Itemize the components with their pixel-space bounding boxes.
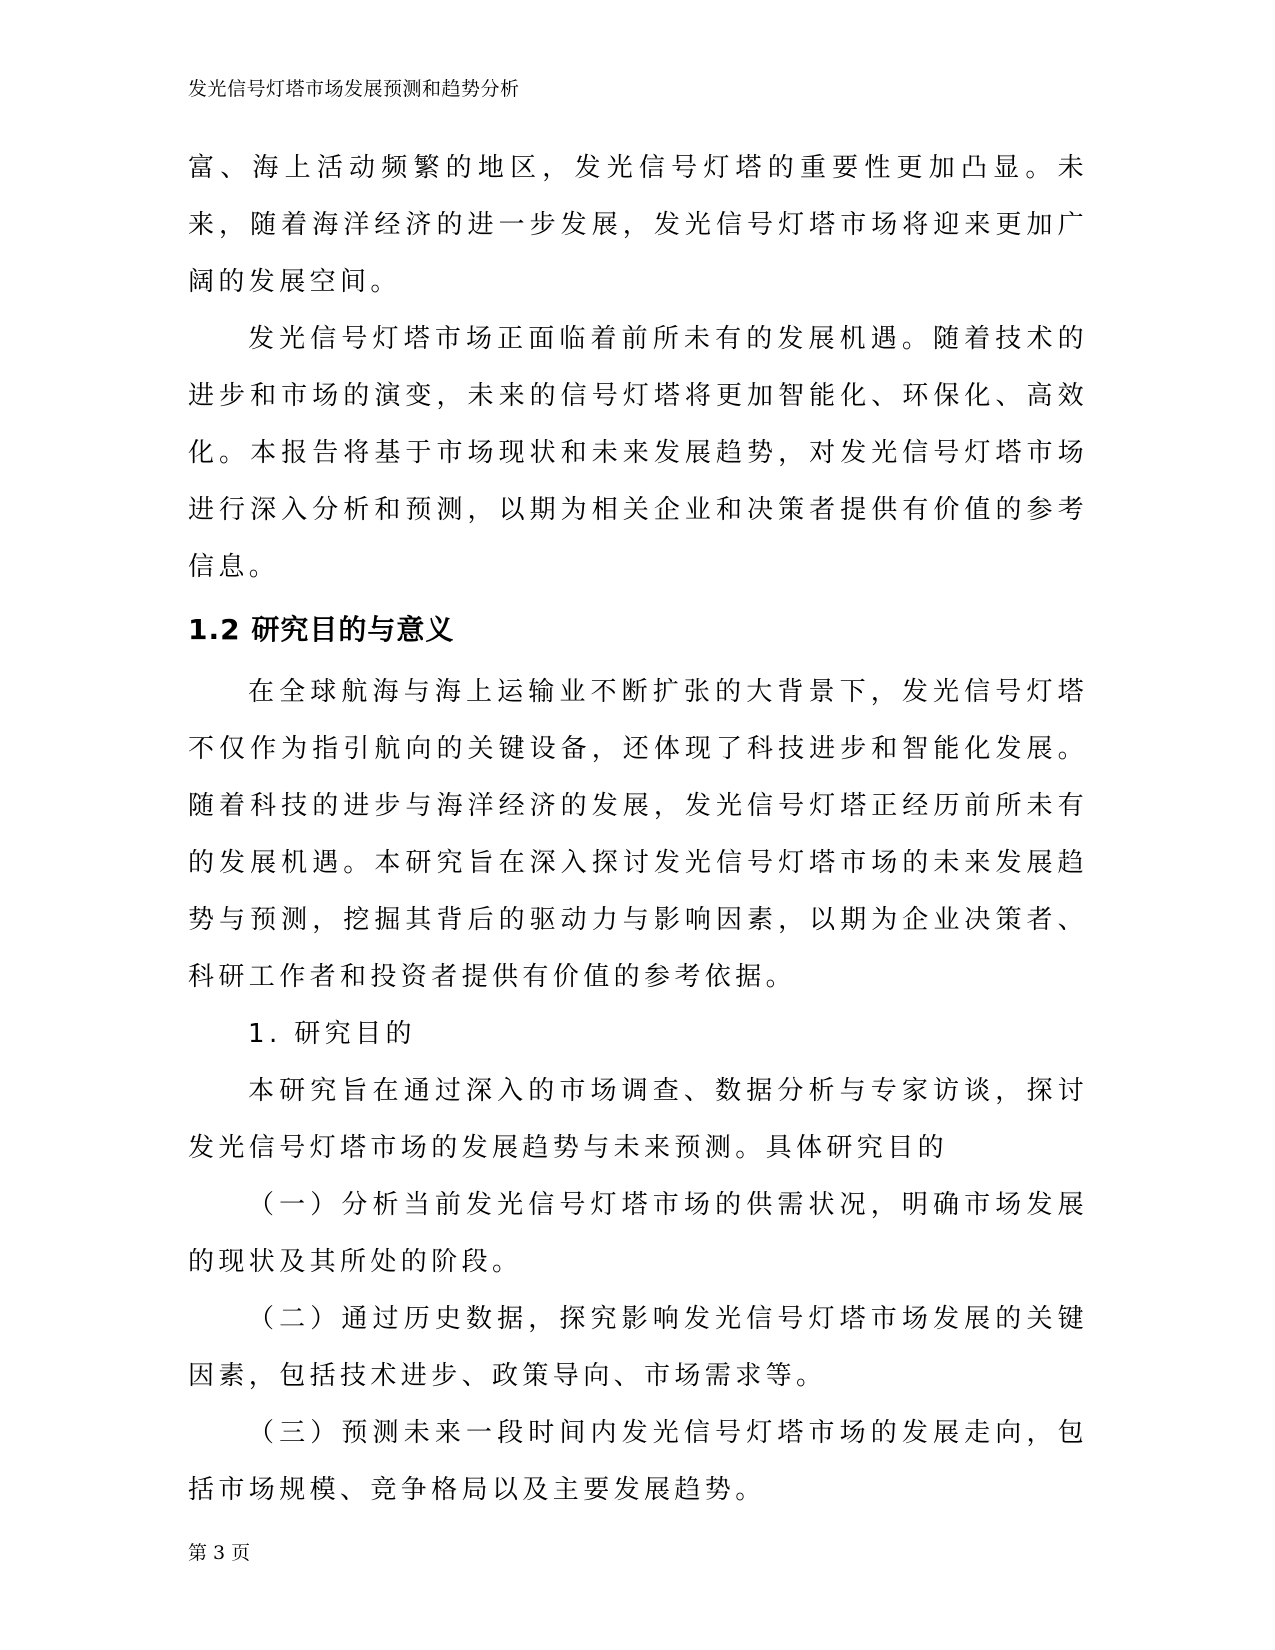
- paragraph-background: 在全球航海与海上运输业不断扩张的大背景下，发光信号灯塔不仅作为指引航向的关键设备，还体现了科技进步和智能化发展。随着科技的进步与海洋经济的发展，发光信号灯塔正经历前所未有的发展机遇。本研究旨在深入探讨发光信号灯塔市场的未来发展趋势与预测，挖掘其背后的驱动力与影响因素，以期为企业决策者、科研工作者和投资者提供有价值的参考依据。: [188, 677, 1088, 992]
- paragraph-purpose-3: （三）预测未来一段时间内发光信号灯塔市场的发展走向，包括市场规模、竞争格局以及主要发展趋势。: [188, 1418, 1088, 1505]
- paragraph-purpose-intro: 本研究旨在通过深入的市场调查、数据分析与专家访谈，探讨发光信号灯塔市场的发展趋势与未来预测。具体研究目的: [188, 1076, 1088, 1163]
- paragraph-purpose-1: （一）分析当前发光信号灯塔市场的供需状况，明确市场发展的现状及其所处的阶段。: [188, 1190, 1088, 1277]
- page-header-title: 发光信号灯塔市场发展预测和趋势分析: [188, 78, 520, 100]
- paragraph-opportunity: 发光信号灯塔市场正面临着前所未有的发展机遇。随着技术的进步和市场的演变，未来的信号灯塔将更加智能化、环保化、高效化。本报告将基于市场现状和未来发展趋势，对发光信号灯塔市场进行深入分析和预测，以期为相关企业和决策者提供有价值的参考信息。: [188, 324, 1088, 582]
- paragraph-purpose-2: （二）通过历史数据，探究影响发光信号灯塔市场发展的关键因素，包括技术进步、政策导向、市场需求等。: [188, 1304, 1088, 1391]
- document-body: [188, 140, 1088, 1519]
- page-number: 第 3 页: [188, 1542, 251, 1564]
- paragraph-continuation: 富、海上活动频繁的地区，发光信号灯塔的重要性更加凸显。未来，随着海洋经济的进一步发展，发光信号灯塔市场将迎来更加广阔的发展空间。: [188, 153, 1088, 297]
- list-item-research-purpose: 1. 研究目的: [248, 1019, 416, 1049]
- section-heading: 1.2 研究目的与意义: [188, 613, 455, 646]
- header-divider: [188, 108, 1088, 109]
